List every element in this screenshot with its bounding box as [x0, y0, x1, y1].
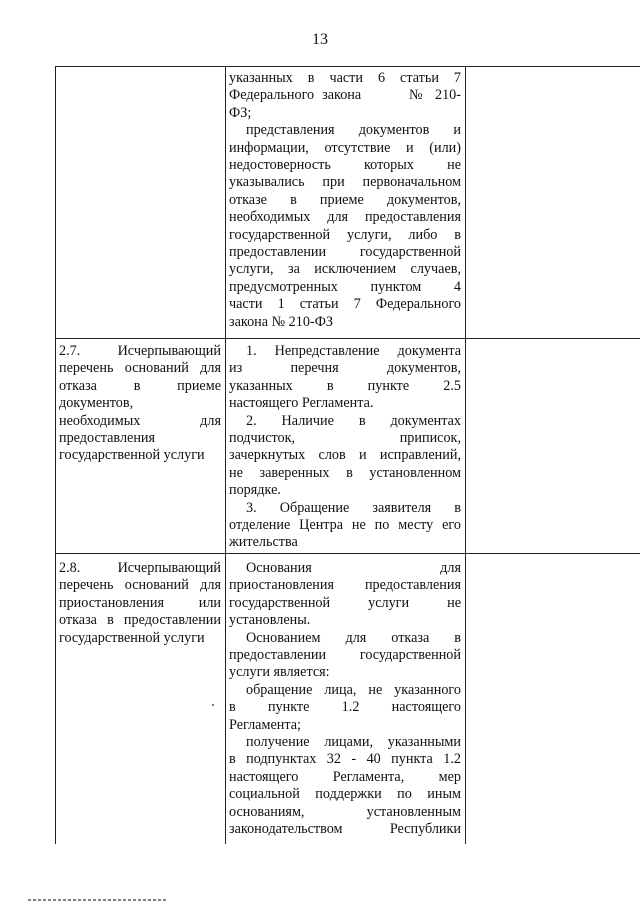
text-line: предоставлении государственной [229, 647, 461, 664]
paragraph [229, 70, 461, 122]
text-line: порядке. [229, 482, 281, 499]
text-line: Основанием для отказа в [246, 629, 461, 646]
table-divider-1 [225, 66, 226, 844]
text-line: государственной услуги [59, 629, 205, 646]
row-2-7-grounds [229, 343, 461, 552]
text-line: приостановления предоставления [229, 577, 461, 594]
text-line: Основания для [246, 560, 461, 576]
scan-artifact [28, 899, 168, 901]
text-line: получение лицами, указанными [246, 734, 461, 751]
text-line: информации, отсутствие и (или) [229, 139, 461, 156]
text-line: в пункте 1.2 настоящего [229, 699, 461, 716]
text-line: ФЗ; [229, 104, 252, 121]
text-line: в подпунктах 32 - 40 пункта 1.2 [229, 751, 461, 768]
text-line: отделение Центра не по месту его [229, 517, 461, 534]
text-line: 1. Непредставление документа [246, 343, 461, 359]
paragraph [229, 560, 461, 630]
row-2-8-title [59, 560, 221, 647]
table-border-left [55, 66, 56, 844]
text-line: предоставлении государственной [229, 244, 461, 261]
page-number: 13 [312, 31, 328, 48]
text-line: предусмотренных пунктом 4 [229, 278, 461, 295]
text-line: услуги, за исключением случаев, [229, 261, 461, 278]
text-line: документов, [59, 395, 134, 412]
text-line: государственной услуги не [229, 594, 461, 611]
text-line: части 1 статьи 7 Федерального [229, 296, 461, 313]
row-border-top [55, 66, 640, 67]
text-line: Регламента; [229, 716, 301, 733]
text-line: подчисток, приписок, [229, 430, 461, 447]
text-line: законодательством Республики [229, 821, 461, 838]
text-line: государственной услуги [59, 447, 205, 464]
text-line: установлены. [229, 612, 311, 629]
text-line: обращение лица, не указанного [246, 681, 461, 698]
text-line: из перечня документов, [229, 360, 461, 377]
paragraph [229, 343, 461, 413]
text-line: 2. Наличие в документах [246, 412, 461, 429]
paragraph [229, 682, 461, 734]
text-line: Федерального закона № 210- [229, 87, 461, 104]
text-line: предоставления [59, 430, 156, 447]
paragraph [229, 413, 461, 500]
paragraph [229, 122, 461, 331]
paragraph [229, 630, 461, 682]
text-line: указанных в пункте 2.5 [229, 377, 461, 394]
text-line: недостоверность которых не [229, 157, 461, 174]
row-2-8-grounds [229, 560, 461, 839]
scan-speck [212, 704, 214, 706]
table-divider-2 [465, 66, 466, 844]
text-line: приостановления или [59, 594, 221, 611]
text-line: 2.7. Исчерпывающий [59, 343, 221, 359]
text-line: закона № 210-ФЗ [229, 313, 334, 330]
text-line: зачеркнутых слов и исправлений, [229, 447, 461, 464]
text-line: необходимых для предоставления [229, 209, 461, 226]
text-line: жительства [229, 534, 298, 551]
text-line: услуги является: [229, 664, 330, 681]
row-2-7-title [59, 343, 221, 465]
row-border-1 [55, 338, 640, 339]
text-line: 2.8. Исчерпывающий [59, 560, 221, 576]
row-cont-middle [229, 70, 461, 331]
text-line: государственной услуги, либо в [229, 226, 461, 243]
text-line: социальной поддержки по иным [229, 786, 461, 803]
text-line: отказа в предоставлении [59, 612, 221, 629]
text-line: настоящего Регламента, мер [229, 768, 461, 785]
text-line: перечень оснований для [59, 577, 221, 594]
text-line: отказа в приеме [59, 377, 221, 394]
text-line: не заверенных в установленном [229, 464, 461, 481]
text-line: 3. Обращение заявителя в [246, 499, 461, 516]
text-line: основаниям, установленным [229, 803, 461, 820]
text-line: указанных в части 6 статьи 7 [229, 70, 461, 86]
text-line: перечень оснований для [59, 360, 221, 377]
text-line: необходимых для [59, 412, 221, 429]
paragraph [229, 734, 461, 838]
row-border-2 [55, 553, 640, 554]
text-line: указывались при первоначальном [229, 174, 461, 191]
text-line: представления документов и [246, 122, 461, 139]
text-line: настоящего Регламента. [229, 395, 374, 412]
text-line: отказе в приеме документов, [229, 191, 461, 208]
paragraph [229, 500, 461, 552]
